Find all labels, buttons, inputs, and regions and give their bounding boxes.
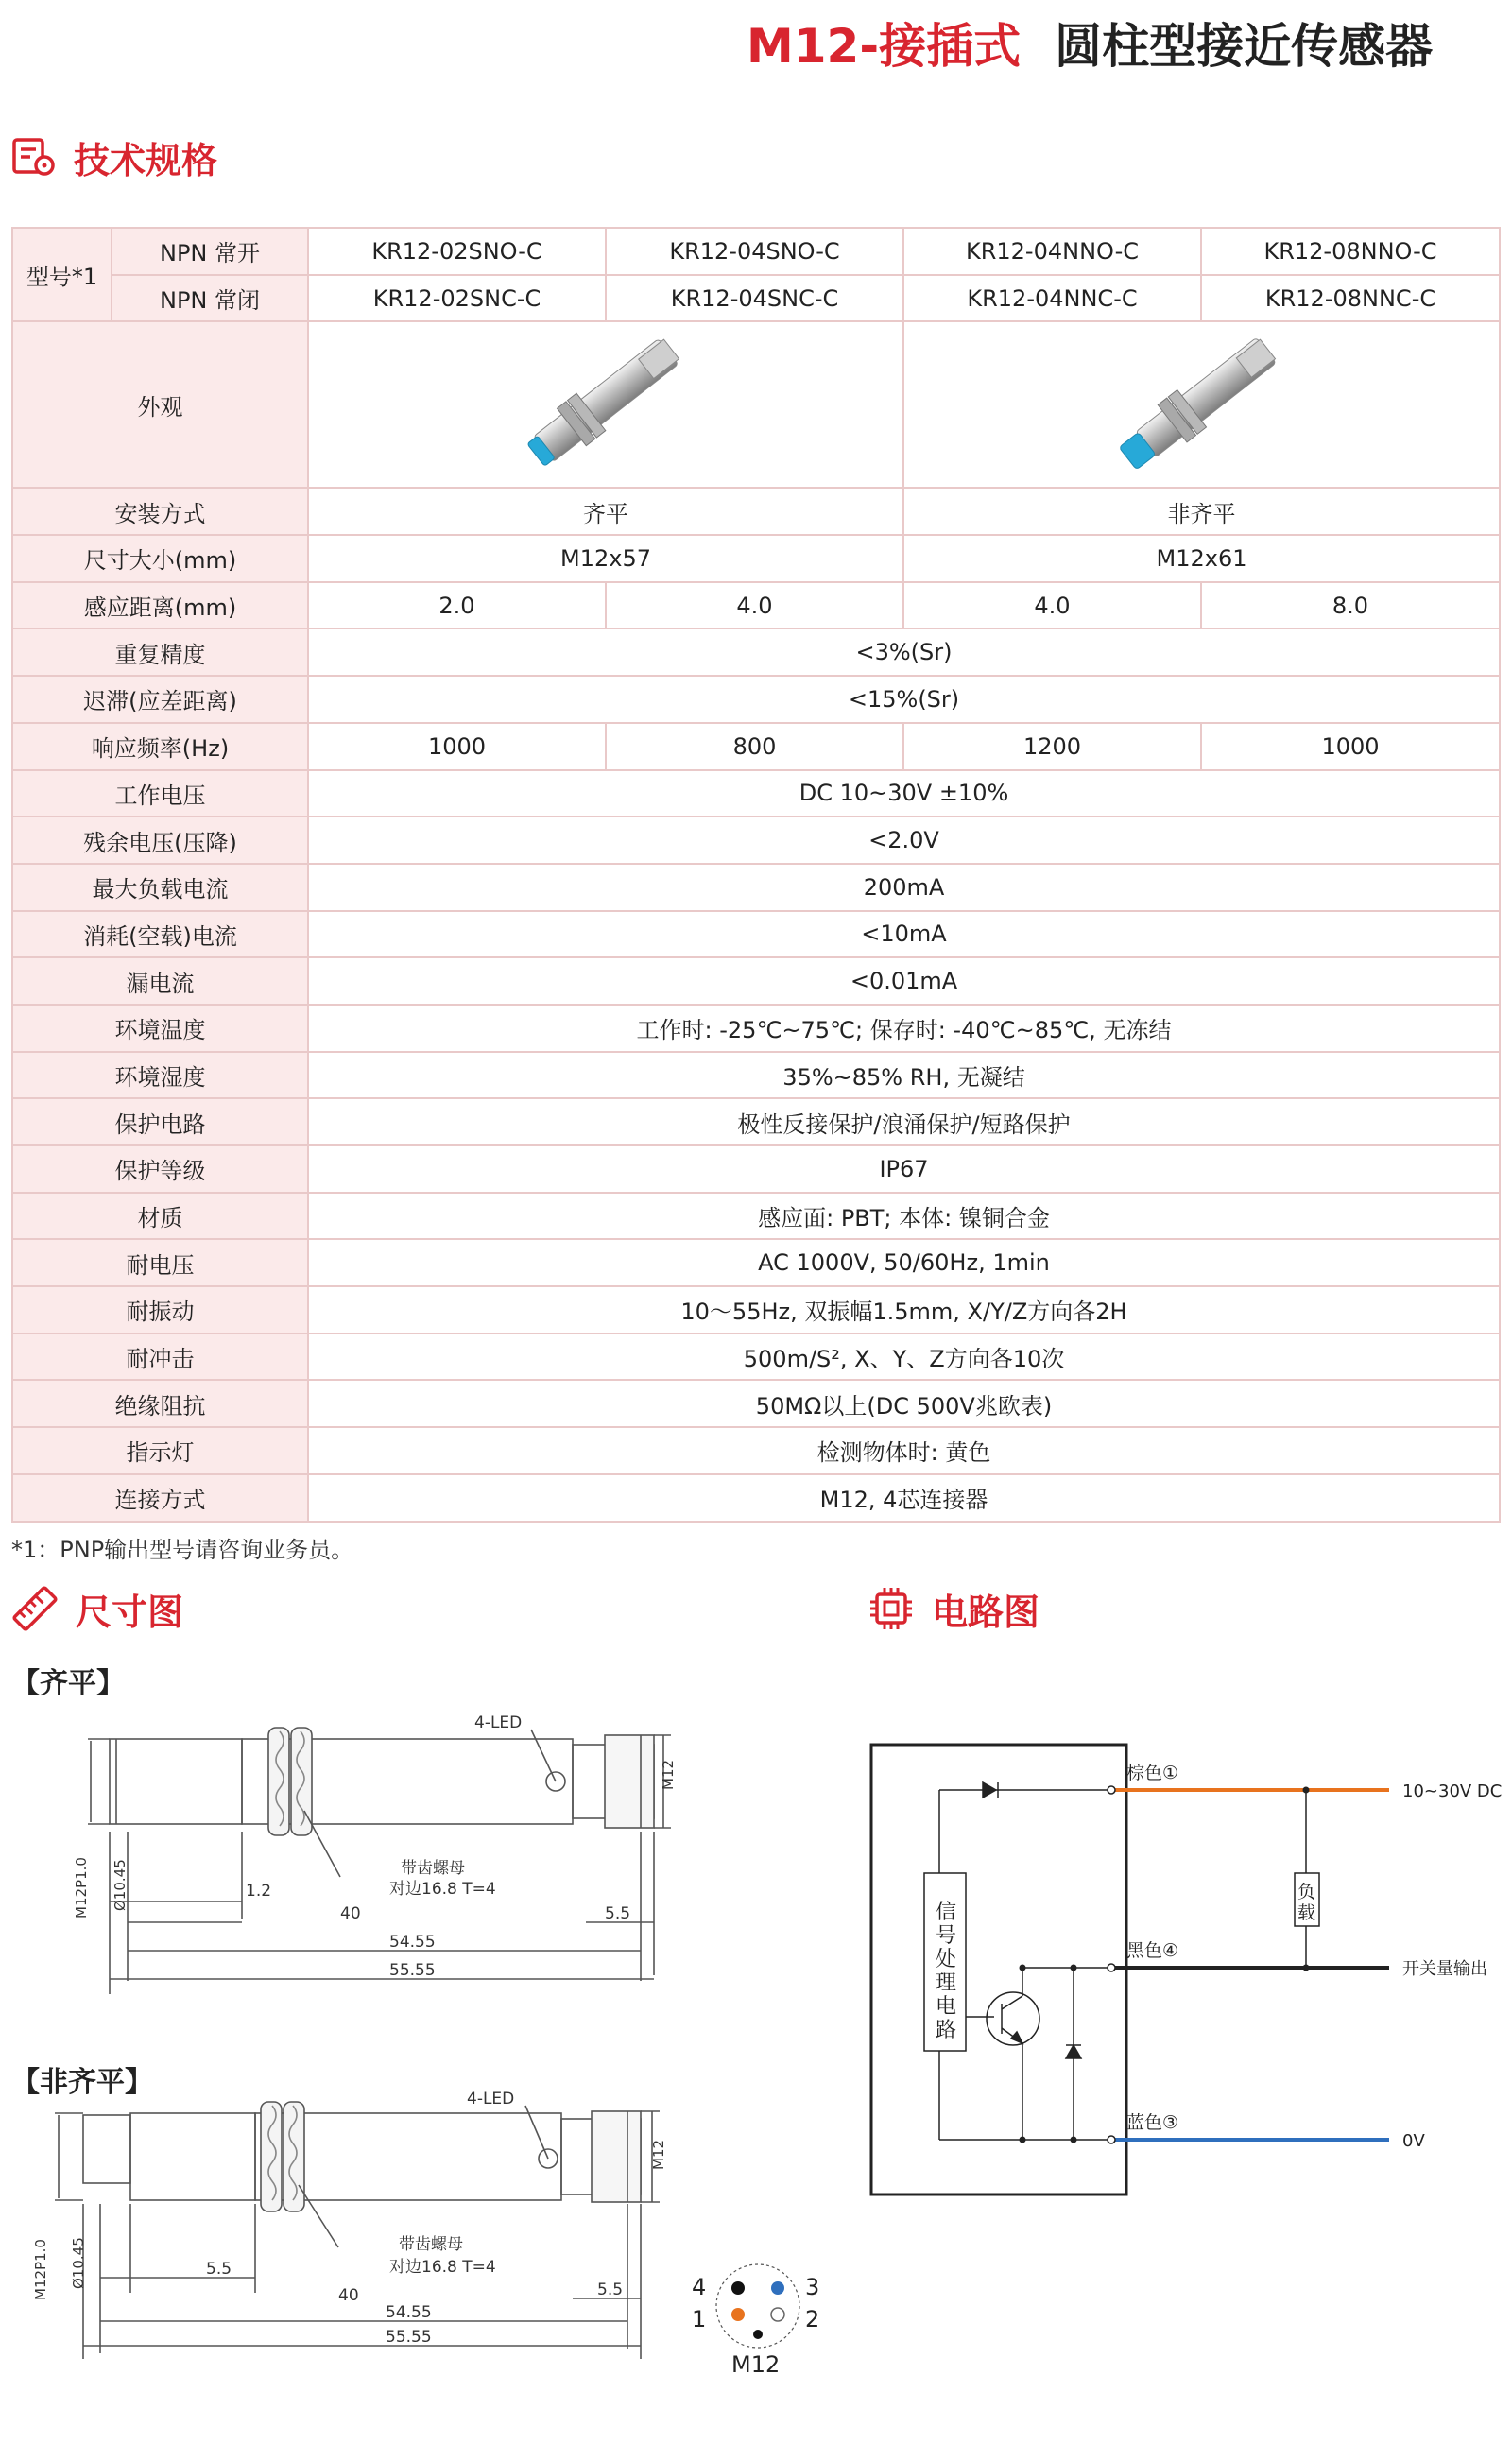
nonflush-drawing-label: 【非齐平】: [11, 2066, 153, 2099]
spec-row: [12, 1334, 1500, 1381]
spec-row-value: 10～55Hz, 双振幅1.5mm, X/Y/Z方向各2H: [308, 1286, 1500, 1334]
spec-row: [12, 864, 1500, 911]
pin-4-black: [731, 2281, 745, 2295]
processing-char: 理: [936, 1971, 957, 1995]
spec-row-value: 感应面: PBT; 本体: 镍铜合金: [308, 1193, 1500, 1240]
model-cell: KR12-02SNC-C: [308, 275, 606, 322]
spec-section-heading: [11, 129, 217, 185]
spec-sheet-icon: [11, 136, 57, 178]
circuit-section-title: 电路图: [932, 1591, 1040, 1633]
dimension-section-heading: [11, 1580, 183, 1637]
circuit-diagram: [860, 1730, 1503, 2202]
model-cell: KR12-04NNC-C: [903, 275, 1201, 322]
spec-row-value: AC 1000V, 50/60Hz, 1min: [308, 1239, 1500, 1286]
distance-row: [12, 582, 1500, 629]
dim-value: 5.5: [605, 1904, 631, 1923]
thread-label: M12: [650, 2139, 667, 2170]
spec-row-value: IP67: [308, 1145, 1500, 1193]
spec-row: [12, 1052, 1500, 1099]
spec-row-label: 材质: [12, 1193, 308, 1240]
spec-row: [12, 1145, 1500, 1193]
processing-char: 路: [936, 2019, 957, 2042]
mount-flush: 齐平: [308, 488, 903, 535]
repeat-value: <3%(Sr): [308, 628, 1500, 676]
pin-2-white: [771, 2308, 784, 2321]
spec-row-value: <0.01mA: [308, 957, 1500, 1005]
hysteresis-row: [12, 676, 1500, 723]
spec-row-label: 耐振动: [12, 1286, 308, 1334]
title-product: 圆柱型接近传感器: [1055, 19, 1434, 74]
sensor-flush-image: [507, 326, 705, 477]
spec-row-value: 200mA: [308, 864, 1500, 911]
appearance-nonflush: [903, 321, 1500, 488]
spec-row-value: 50MΩ以上(DC 500V兆欧表): [308, 1380, 1500, 1427]
size-flush: M12x57: [308, 535, 903, 582]
output-label: 开关量输出: [1402, 1959, 1487, 1979]
spec-row: [12, 957, 1500, 1005]
hysteresis-value: <15%(Sr): [308, 676, 1500, 723]
spec-row-value: 检测物体时: 黄色: [308, 1427, 1500, 1474]
connector-key: [753, 2330, 763, 2339]
spec-section-title: 技术规格: [74, 139, 218, 181]
spec-row: [12, 1380, 1500, 1427]
pin-3-blue: [771, 2281, 784, 2295]
model-row-nc: [12, 275, 1500, 322]
dim-value: 54.55: [389, 1933, 436, 1952]
freq-row: [12, 723, 1500, 770]
sensor-nonflush-image: [1103, 326, 1301, 477]
zero-volt-label: 0V: [1402, 2131, 1425, 2151]
distance-cell: 4.0: [606, 582, 903, 629]
size-label: 尺寸大小(mm): [12, 535, 308, 582]
nut-label-1: 带齿螺母: [401, 1859, 465, 1878]
model-cell: KR12-04SNO-C: [606, 228, 903, 275]
blue-label: 蓝色③: [1126, 2112, 1179, 2133]
spec-row-value: <2.0V: [308, 817, 1500, 864]
freq-cell: 1200: [903, 723, 1201, 770]
dimension-section-title: 尺寸图: [76, 1591, 184, 1633]
dim-value: 40: [340, 1904, 361, 1923]
distance-cell: 2.0: [308, 582, 606, 629]
circuit-section-heading: [868, 1580, 1040, 1637]
brown-label: 棕色①: [1126, 1763, 1179, 1783]
dim-value: 54.55: [386, 2303, 432, 2322]
connector-name: M12: [731, 2351, 781, 2378]
dim-value: 40: [338, 2286, 359, 2305]
dim-value: 1.2: [246, 1882, 272, 1901]
processing-char: 信: [936, 1901, 957, 1924]
spec-row-label: 耐电压: [12, 1239, 308, 1286]
supply-label: 10~30V DC: [1402, 1781, 1503, 1801]
spec-row: [12, 1286, 1500, 1334]
appearance-flush: [308, 321, 903, 488]
spec-row: [12, 1427, 1500, 1474]
mount-label: 安装方式: [12, 488, 308, 535]
spec-row-label: 保护等级: [12, 1145, 308, 1193]
appearance-label: 外观: [12, 321, 308, 488]
freq-cell: 1000: [308, 723, 606, 770]
dim-value: 55.55: [389, 1961, 436, 1980]
diameter-label: Ø10.45: [112, 1859, 129, 1911]
spec-row-label: 耐冲击: [12, 1334, 308, 1381]
spec-row: [12, 1098, 1500, 1145]
distance-cell: 4.0: [903, 582, 1201, 629]
distance-cell: 8.0: [1201, 582, 1500, 629]
npn-nc-label: NPN 常闭: [112, 275, 308, 322]
nut-label-1: 带齿螺母: [399, 2235, 463, 2254]
spec-row-value: DC 10~30V ±10%: [308, 770, 1500, 817]
size-nonflush: M12x61: [903, 535, 1500, 582]
dim-value: 5.5: [597, 2280, 624, 2299]
repeat-row: [12, 628, 1500, 676]
model-cell: KR12-04SNC-C: [606, 275, 903, 322]
appearance-row: [12, 321, 1500, 488]
pin-1-brown: [731, 2308, 745, 2321]
spec-row: [12, 817, 1500, 864]
spec-row-label: 保护电路: [12, 1098, 308, 1145]
npn-no-label: NPN 常开: [112, 228, 308, 275]
pin-number: 4: [692, 2274, 707, 2300]
load-char: 负: [1297, 1882, 1316, 1902]
pitch-label: M12P1.0: [73, 1857, 90, 1919]
spec-row-value: <10mA: [308, 911, 1500, 958]
pin-number: 2: [805, 2306, 820, 2332]
processing-char: 号: [936, 1924, 957, 1948]
flush-drawing-label: 【齐平】: [11, 1667, 125, 1700]
model-label: 型号*1: [12, 228, 112, 321]
spec-row-value: M12, 4芯连接器: [308, 1474, 1500, 1522]
freq-cell: 1000: [1201, 723, 1500, 770]
spec-row-label: 连接方式: [12, 1474, 308, 1522]
spec-row: [12, 1005, 1500, 1052]
spec-row-label: 消耗(空载)电流: [12, 911, 308, 958]
title-model: M12-接插式: [747, 19, 1022, 74]
processing-char: 处: [936, 1948, 957, 1971]
repeat-label: 重复精度: [12, 628, 308, 676]
chip-icon: [868, 1585, 915, 1632]
model-cell: KR12-08NNC-C: [1201, 275, 1500, 322]
pin-number: 3: [805, 2274, 820, 2300]
load-char: 载: [1297, 1902, 1316, 1923]
spec-row-label: 最大负载电流: [12, 864, 308, 911]
spec-row-value: 极性反接保护/浪涌保护/短路保护: [308, 1098, 1500, 1145]
page-title: [747, 13, 1503, 79]
thread-label: M12: [660, 1759, 677, 1790]
led-label: 4-LED: [474, 1713, 523, 1732]
spec-row-value: 35%~85% RH, 无凝结: [308, 1052, 1500, 1099]
spec-row-label: 指示灯: [12, 1427, 308, 1474]
processing-char: 电: [936, 1995, 957, 2019]
model-row-no: [12, 228, 1500, 275]
footnote: *1：PNP输出型号请咨询业务员。: [11, 1537, 354, 1563]
pitch-label: M12P1.0: [32, 2239, 49, 2300]
spec-row: [12, 1474, 1500, 1522]
spec-row-label: 漏电流: [12, 957, 308, 1005]
spec-row: [12, 770, 1500, 817]
freq-label: 响应频率(Hz): [12, 723, 308, 770]
spec-row: [12, 1193, 1500, 1240]
hysteresis-label: 迟滞(应差距离): [12, 676, 308, 723]
black-label: 黑色④: [1126, 1940, 1179, 1961]
spec-row: [12, 911, 1500, 958]
freq-cell: 800: [606, 723, 903, 770]
model-cell: KR12-04NNO-C: [903, 228, 1201, 275]
diameter-label: Ø10.45: [70, 2237, 87, 2289]
spec-row-value: 500m/S², X、Y、Z方向各10次: [308, 1334, 1500, 1381]
spec-row-label: 环境温度: [12, 1005, 308, 1052]
pin-number: 1: [692, 2306, 707, 2332]
dim-value: 55.55: [386, 2328, 432, 2347]
spec-table: [11, 227, 1501, 1523]
spec-row-value: 工作时: -25℃~75℃; 保存时: -40℃~85℃, 无冻结: [308, 1005, 1500, 1052]
spec-row-label: 绝缘阻抗: [12, 1380, 308, 1427]
model-cell: KR12-02SNO-C: [308, 228, 606, 275]
spec-row-label: 工作电压: [12, 770, 308, 817]
nut-label-2: 对边16.8 T=4: [389, 1880, 496, 1899]
connector-pinout: [682, 2249, 833, 2382]
nonflush-dimension-drawing: [26, 2079, 707, 2363]
spec-row-label: 环境湿度: [12, 1052, 308, 1099]
model-cell: KR12-08NNO-C: [1201, 228, 1500, 275]
flush-dimension-drawing: [57, 1692, 718, 2013]
ruler-icon: [11, 1585, 59, 1632]
thread-front: [110, 1739, 242, 1824]
spec-row: [12, 1239, 1500, 1286]
nut-label-2: 对边16.8 T=4: [389, 2258, 496, 2277]
led-label: 4-LED: [467, 2090, 515, 2108]
distance-label: 感应距离(mm): [12, 582, 308, 629]
spec-row-label: 残余电压(压降): [12, 817, 308, 864]
mount-row: [12, 488, 1500, 535]
dim-value: 5.5: [206, 2260, 232, 2279]
size-row: [12, 535, 1500, 582]
mount-nonflush: 非齐平: [903, 488, 1500, 535]
